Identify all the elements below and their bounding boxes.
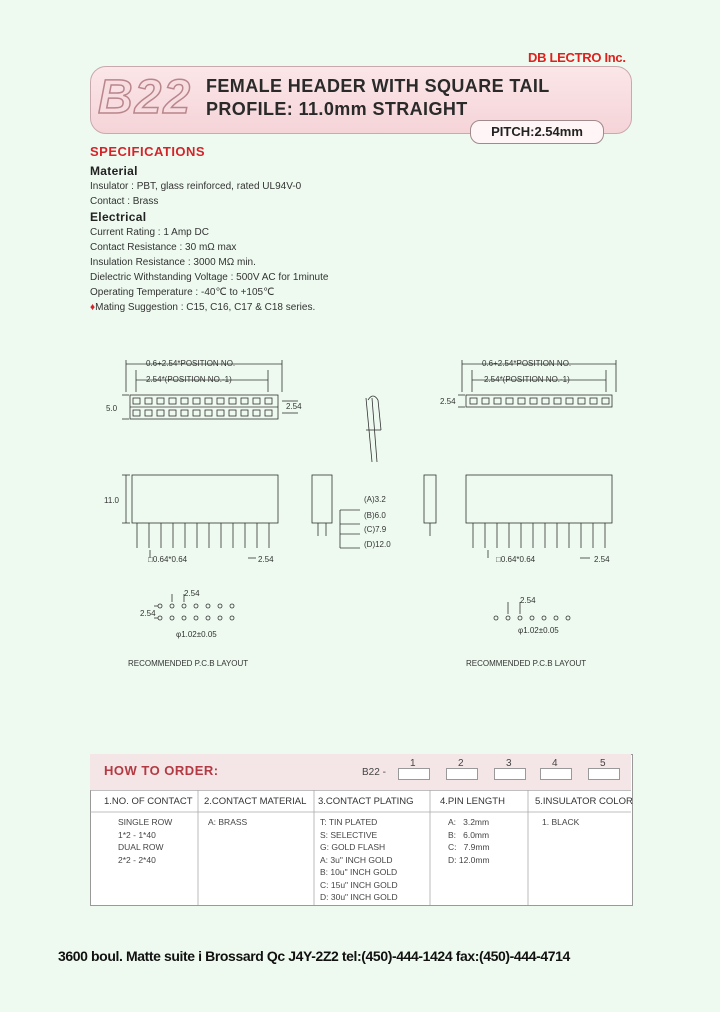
col-pin-length: 4.PIN LENGTH	[440, 796, 505, 807]
specifications-heading: SPECIFICATIONS	[90, 144, 206, 159]
left-pcb-holes	[158, 604, 234, 620]
pcb-pitch-left-horizontal: 2.54	[184, 589, 200, 598]
right-pcb-holes	[494, 616, 570, 620]
pcb-pitch-left-vertical: 2.54	[140, 609, 156, 618]
spec-dielectric: Dielectric Withstanding Voltage : 500V AC for 1minute	[90, 272, 329, 283]
contact-count-options: SINGLE ROW 1*2 - 1*40 DUAL ROW 2*2 - 2*40	[118, 817, 173, 865]
dim-position-left: 0.6+2.54*POSITION NO.	[146, 359, 236, 368]
dim-pin-a: (A)3.2	[364, 495, 386, 504]
left-front-view-body	[132, 475, 278, 523]
pin-size-right: □0.64*0.64	[496, 555, 536, 564]
dim-pin-c: (C)7.9	[364, 525, 387, 534]
how-to-order-heading: HOW TO ORDER:	[104, 763, 219, 778]
pin-length-options: A: 3.2mm B: 6.0mm C: 7.9mm D: 12.0mm	[448, 817, 490, 865]
dim-row-pitch-right: 2.54	[440, 397, 456, 406]
material-heading: Material	[90, 164, 138, 178]
dim-pitch-left: 2.54*(POSITION NO.-1)	[146, 375, 232, 384]
right-front-pins	[473, 523, 605, 548]
pcb-hole-left: φ1.02±0.05	[176, 630, 217, 639]
pin-pitch-left: 2.54	[258, 555, 274, 564]
pcb-pitch-right: 2.54	[520, 596, 536, 605]
col-no-of-contact: 1.NO. OF CONTACT	[104, 796, 193, 807]
spec-mating	[90, 302, 315, 313]
footer-address: 3600 boul. Matte suite i Brossard Qc J4Y-2Z2 tel:(450)-444-1424 fax:(450)-444-4714	[58, 948, 570, 964]
order-field-3	[494, 768, 526, 780]
pcb-label-left: RECOMMENDED P.C.B LAYOUT	[128, 659, 249, 668]
order-field-number-3: 3	[506, 758, 512, 769]
bullet-icon: ♦	[90, 302, 96, 313]
plating-options: T: TIN PLATED S: SELECTIVE G: GOLD FLASH A: 3u" INCH GOLD B: 10u" INCH GOLD C: 15u" INCH GOLD D: 30u" INCH GOLD	[320, 817, 398, 902]
right-front-view-body	[466, 475, 612, 523]
spec-contact-resistance: Contact Resistance : 30 mΩ max	[90, 242, 237, 253]
pcb-hole-right: φ1.02±0.05	[518, 626, 559, 635]
electrical-heading: Electrical	[90, 210, 147, 224]
order-field-4	[540, 768, 572, 780]
spec-contact: Contact : Brass	[90, 196, 159, 207]
dim-pin-b: (B)6.0	[364, 511, 386, 520]
dim-row-pitch-left: 2.54	[286, 402, 302, 411]
left-front-pins	[137, 523, 269, 548]
middle-side-body	[312, 475, 332, 523]
order-field-2	[446, 768, 478, 780]
dim-position-right: 0.6+2.54*POSITION NO.	[482, 359, 572, 368]
title-line-1: FEMALE HEADER WITH SQUARE TAIL	[206, 76, 550, 96]
technical-drawing	[0, 340, 720, 680]
spec-insulation-resistance: Insulation Resistance : 3000 MΩ min.	[90, 257, 256, 268]
spec-current: Current Rating : 1 Amp DC	[90, 227, 209, 238]
order-field-5	[588, 768, 620, 780]
material-options: A: BRASS	[208, 817, 248, 827]
pcb-label-right: RECOMMENDED P.C.B LAYOUT	[466, 659, 587, 668]
dim-height: 11.0	[104, 496, 119, 505]
right-single-contacts	[470, 398, 609, 404]
col-contact-plating: 3.CONTACT PLATING	[318, 796, 414, 807]
dim-pin-d: (D)12.0	[364, 540, 391, 549]
title-line-2: PROFILE: 11.0mm STRAIGHT	[206, 99, 468, 119]
order-code-prefix: B22 -	[362, 767, 386, 778]
pitch-badge: PITCH:2.54mm	[470, 120, 604, 144]
color-options: 1. BLACK	[542, 817, 580, 827]
model-number: B22	[98, 71, 193, 124]
col-insulator-color: 5.INSULATOR COLOR	[535, 796, 633, 807]
order-field-number-4: 4	[552, 758, 558, 769]
dim-pitch-right: 2.54*(POSITION NO.-1)	[484, 375, 570, 384]
order-field-number-1: 1	[410, 758, 416, 769]
mating-text: Mating Suggestion : C15, C16, C17 & C18 series.	[95, 302, 316, 313]
spec-temperature: Operating Temperature : -40℃ to +105℃	[90, 287, 275, 298]
order-field-number-5: 5	[600, 758, 606, 769]
side-view-contact	[366, 396, 381, 462]
order-field-1	[398, 768, 430, 780]
order-field-number-2: 2	[458, 758, 464, 769]
pin-size-left: □0.64*0.64	[148, 555, 188, 564]
pin-pitch-right: 2.54	[594, 555, 610, 564]
dim-width-left: 5.0	[106, 404, 118, 413]
col-contact-material: 2.CONTACT MATERIAL	[204, 796, 307, 807]
right-side-body	[424, 475, 436, 523]
spec-insulator: Insulator : PBT, glass reinforced, rated UL94V-0	[90, 181, 302, 192]
company-logo: DB LECTRO Inc.	[528, 50, 626, 65]
